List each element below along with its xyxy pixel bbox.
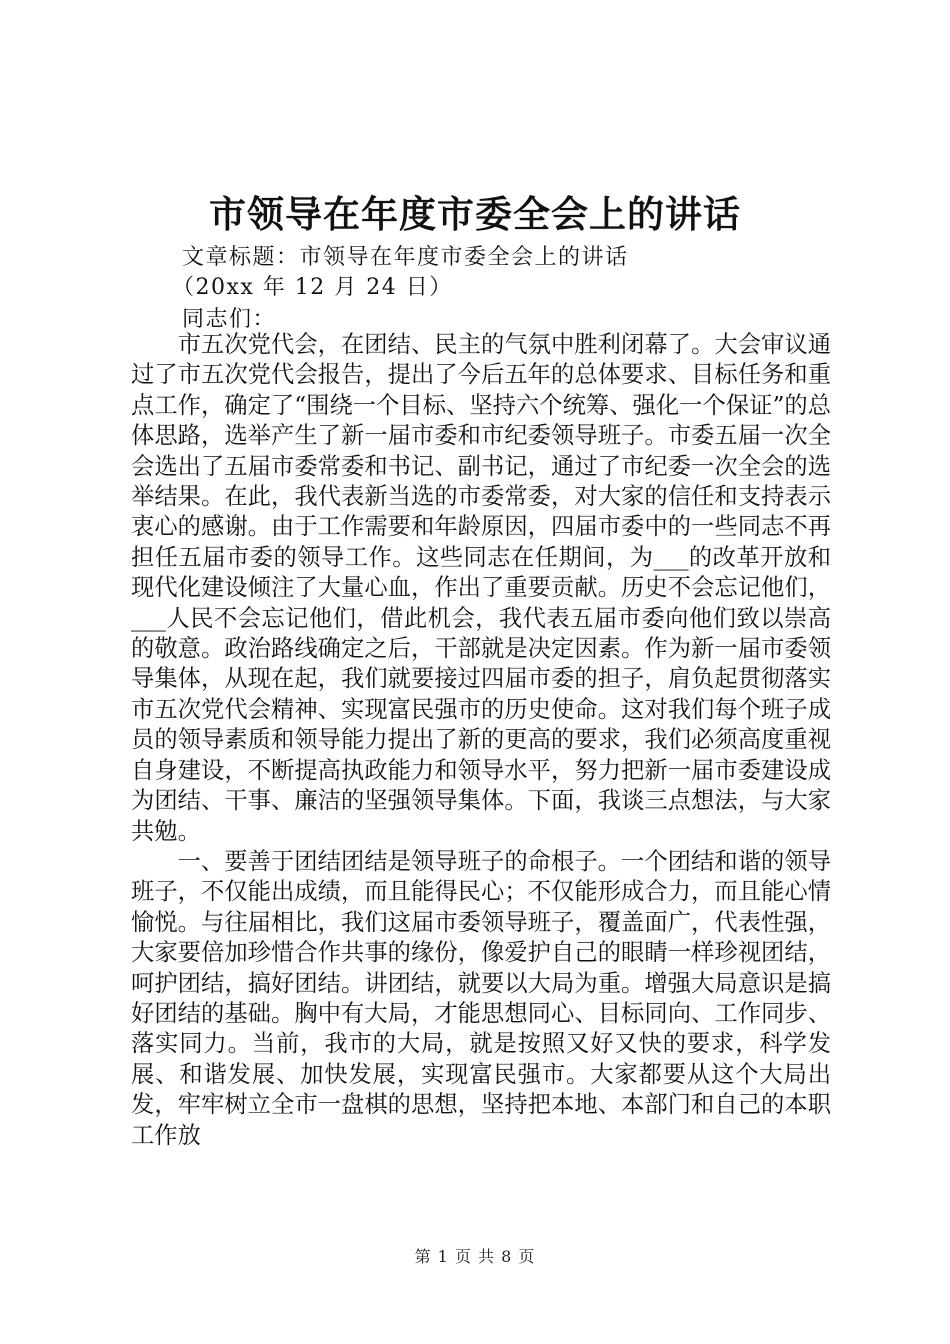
paragraph: 一、要善于团结团结是领导班子的命根子。一个团结和谐的领导班子，不仅能出成绩，而且能得民心；不仅能形成合力，而且能心情愉悦。与往届相比，我们这届市委领导班子，覆盖面广，代表性强，大家要倍加珍惜合作共事的缘份，像爱护自己的眼睛一样珍视团结，呵护团结，搞好团结。讲团结，就要以大局为重。增强大局意识是搞好团结的基础。胸中有大局，才能思想同心、目标同向、工作同步、落实同力。当前，我市的大局，就是按照又好又快的要求，科学发展、和谐发展、加快发展，实现富民强市。大家都要从这个大局出发，牢牢树立全市一盘棋的思想，坚持把本地、本部门和自己的本职工作放 — [131, 847, 831, 1149]
document-title: 市领导在年度市委全会上的讲话 — [209, 192, 741, 236]
date-line: （20xx 年 12 月 24 日） — [172, 275, 453, 300]
page-indicator: 第 1 页 共 8 页 — [414, 1247, 536, 1266]
article-title-line: 文章标题：市领导在年度市委全会上的讲话 — [182, 245, 629, 270]
salutation: 同志们： — [182, 307, 277, 332]
paragraph: 市五次党代会，在团结、民主的气氛中胜利闭幕了。大会审议通过了市五次党代会报告，提出了今后五年的总体要求、目标任务和重点工作，确定了“围绕一个目标、坚持六个统筹、强化一个保证”的总体思路，选举产生了新一届市委和市纪委领导班子。市委五届一次全会选出了五届市委常委和书记、副书记，通过了市纪委一次全会的选举结果。在此，我代表新当选的市委常委，对大家的信任和支持表示衷心的感谢。由于工作需要和年龄原因，四届市委中的一些同志不再担任五届市委的领导工作。这些同志在任期间，为___的改革开放和现代化建设倾注了大量心血，作出了重要贡献。历史不会忘记他们，___人民不会忘记他们，借此机会，我代表五届市委向他们致以崇高的敬意。政治路线确定之后，干部就是决定因素。作为新一届市委领导集体，从现在起，我们就要接过四届市委的担子，肩负起贯彻落实市五次党代会精神、实现富民强市的历史使命。这对我们每个班子成员的领导素质和领导能力提出了新的更高的要求，我们必须高度重视自身建设，不断提高执政能力和领导水平，努力把新一届市委建设成为团结、干事、廉洁的坚强领导集体。下面，我谈三点想法，与大家共勉。 — [131, 331, 831, 845]
document-body — [131, 330, 831, 1151]
